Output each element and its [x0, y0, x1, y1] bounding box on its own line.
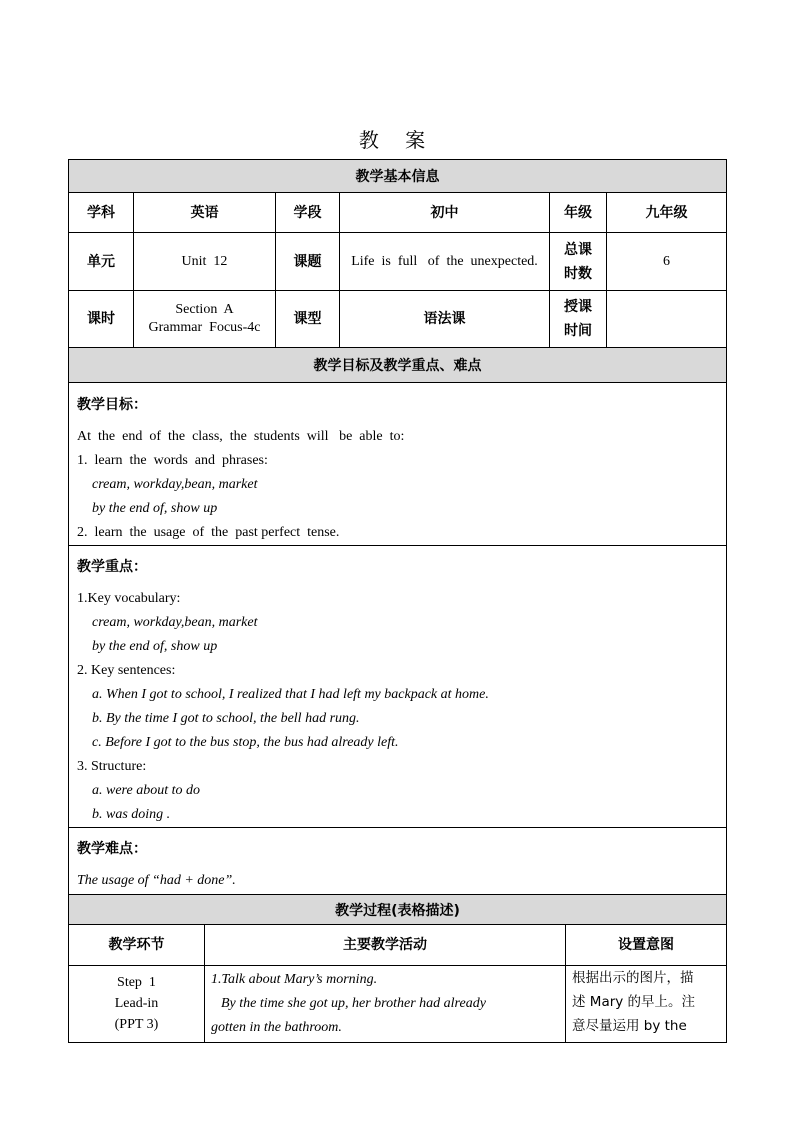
objectives-vocab-line: cream, workday,bean, market	[92, 477, 258, 492]
process-header: 教学过程(表格描述)	[69, 895, 727, 925]
unit-value: Unit 12	[134, 233, 276, 291]
objectives-phrase-line: by the end of, show up	[92, 501, 218, 516]
activity-line: gotten in the bathroom.	[211, 1020, 342, 1035]
teaching-time-value	[607, 291, 727, 348]
teaching-time-label-line2: 时间	[564, 323, 592, 339]
total-hours-label-line2: 时数	[564, 265, 592, 282]
key-points-line: 1.Key vocabulary:	[77, 591, 181, 606]
total-hours-label-line1: 总课	[564, 241, 592, 258]
intent-cell	[566, 966, 727, 1043]
objectives-line: 2. learn the usage of the past perfect tense.	[77, 525, 340, 540]
objectives-block	[69, 383, 727, 546]
stage-label: 学段	[276, 193, 340, 233]
period-label: 课时	[69, 291, 134, 348]
subject-label: 学科	[69, 193, 134, 233]
intent-line: 述 Mary 的早上。注	[572, 994, 696, 1010]
goals-header: 教学目标及教学重点、难点	[69, 348, 727, 383]
table-row	[69, 966, 727, 1043]
objectives-title: 教学目标：	[77, 397, 147, 413]
total-hours-label	[550, 233, 607, 291]
difficulties-line: The usage of “had + done”.	[77, 873, 236, 888]
stage-ppt: (PPT 3)	[114, 1017, 159, 1032]
key-points-line: cream, workday,bean, market	[92, 615, 258, 630]
period-value-line2: Grammar Focus-4c	[148, 320, 261, 335]
key-points-line: 2. Key sentences:	[77, 663, 176, 678]
key-points-line: 3. Structure:	[77, 759, 147, 774]
key-sentence-line: a. When I got to school, I realized that I had left my backpack at home.	[92, 687, 489, 702]
total-hours-value: 6	[607, 233, 727, 291]
basic-info-header: 教学基本信息	[69, 160, 727, 193]
stage-value: 初中	[340, 193, 550, 233]
grade-label: 年级	[550, 193, 607, 233]
period-value-line1: Section A	[175, 302, 234, 317]
document-title: 教 案	[358, 128, 436, 152]
objectives-line: 1. learn the words and phrases:	[77, 453, 268, 468]
column-header-intent: 设置意图	[566, 925, 727, 966]
intent-line: 意尽量运用 by the	[572, 1018, 687, 1034]
period-value	[134, 291, 276, 348]
lesson-type-label: 课型	[276, 291, 340, 348]
activity-cell	[205, 966, 566, 1043]
grade-value: 九年级	[607, 193, 727, 233]
process-table	[68, 894, 727, 1043]
key-sentence-line: b. By the time I got to school, the bell had rung.	[92, 711, 360, 726]
lesson-type-value: 语法课	[340, 291, 550, 348]
stage-name: Lead-in	[114, 996, 159, 1011]
teaching-time-label	[550, 291, 607, 348]
key-points-title: 教学重点：	[77, 559, 147, 575]
subject-value: 英语	[134, 193, 276, 233]
column-header-activity: 主要教学活动	[205, 925, 566, 966]
difficulties-block	[69, 828, 727, 897]
key-points-block	[69, 546, 727, 828]
activity-line: By the time she got up, her brother had already	[221, 996, 486, 1011]
objectives-line: At the end of the class, the students will be able to:	[77, 429, 405, 444]
structure-line: a. were about to do	[92, 783, 200, 798]
unit-label: 单元	[69, 233, 134, 291]
difficulties-title: 教学难点：	[77, 841, 147, 857]
topic-value: Life is full of the unexpected.	[340, 233, 550, 291]
teaching-time-label-line1: 授课	[564, 299, 592, 315]
basic-info-table	[68, 159, 727, 897]
stage-step: Step 1	[117, 975, 156, 990]
structure-line: b. was doing .	[92, 807, 171, 822]
key-points-line: by the end of, show up	[92, 639, 218, 654]
intent-line: 根据出示的图片，描	[572, 970, 694, 986]
activity-line: 1.Talk about Mary’s morning.	[211, 972, 378, 987]
stage-cell	[69, 966, 205, 1043]
topic-label: 课题	[276, 233, 340, 291]
column-header-stage: 教学环节	[69, 925, 205, 966]
key-sentence-line: c. Before I got to the bus stop, the bus had already left.	[92, 735, 399, 750]
